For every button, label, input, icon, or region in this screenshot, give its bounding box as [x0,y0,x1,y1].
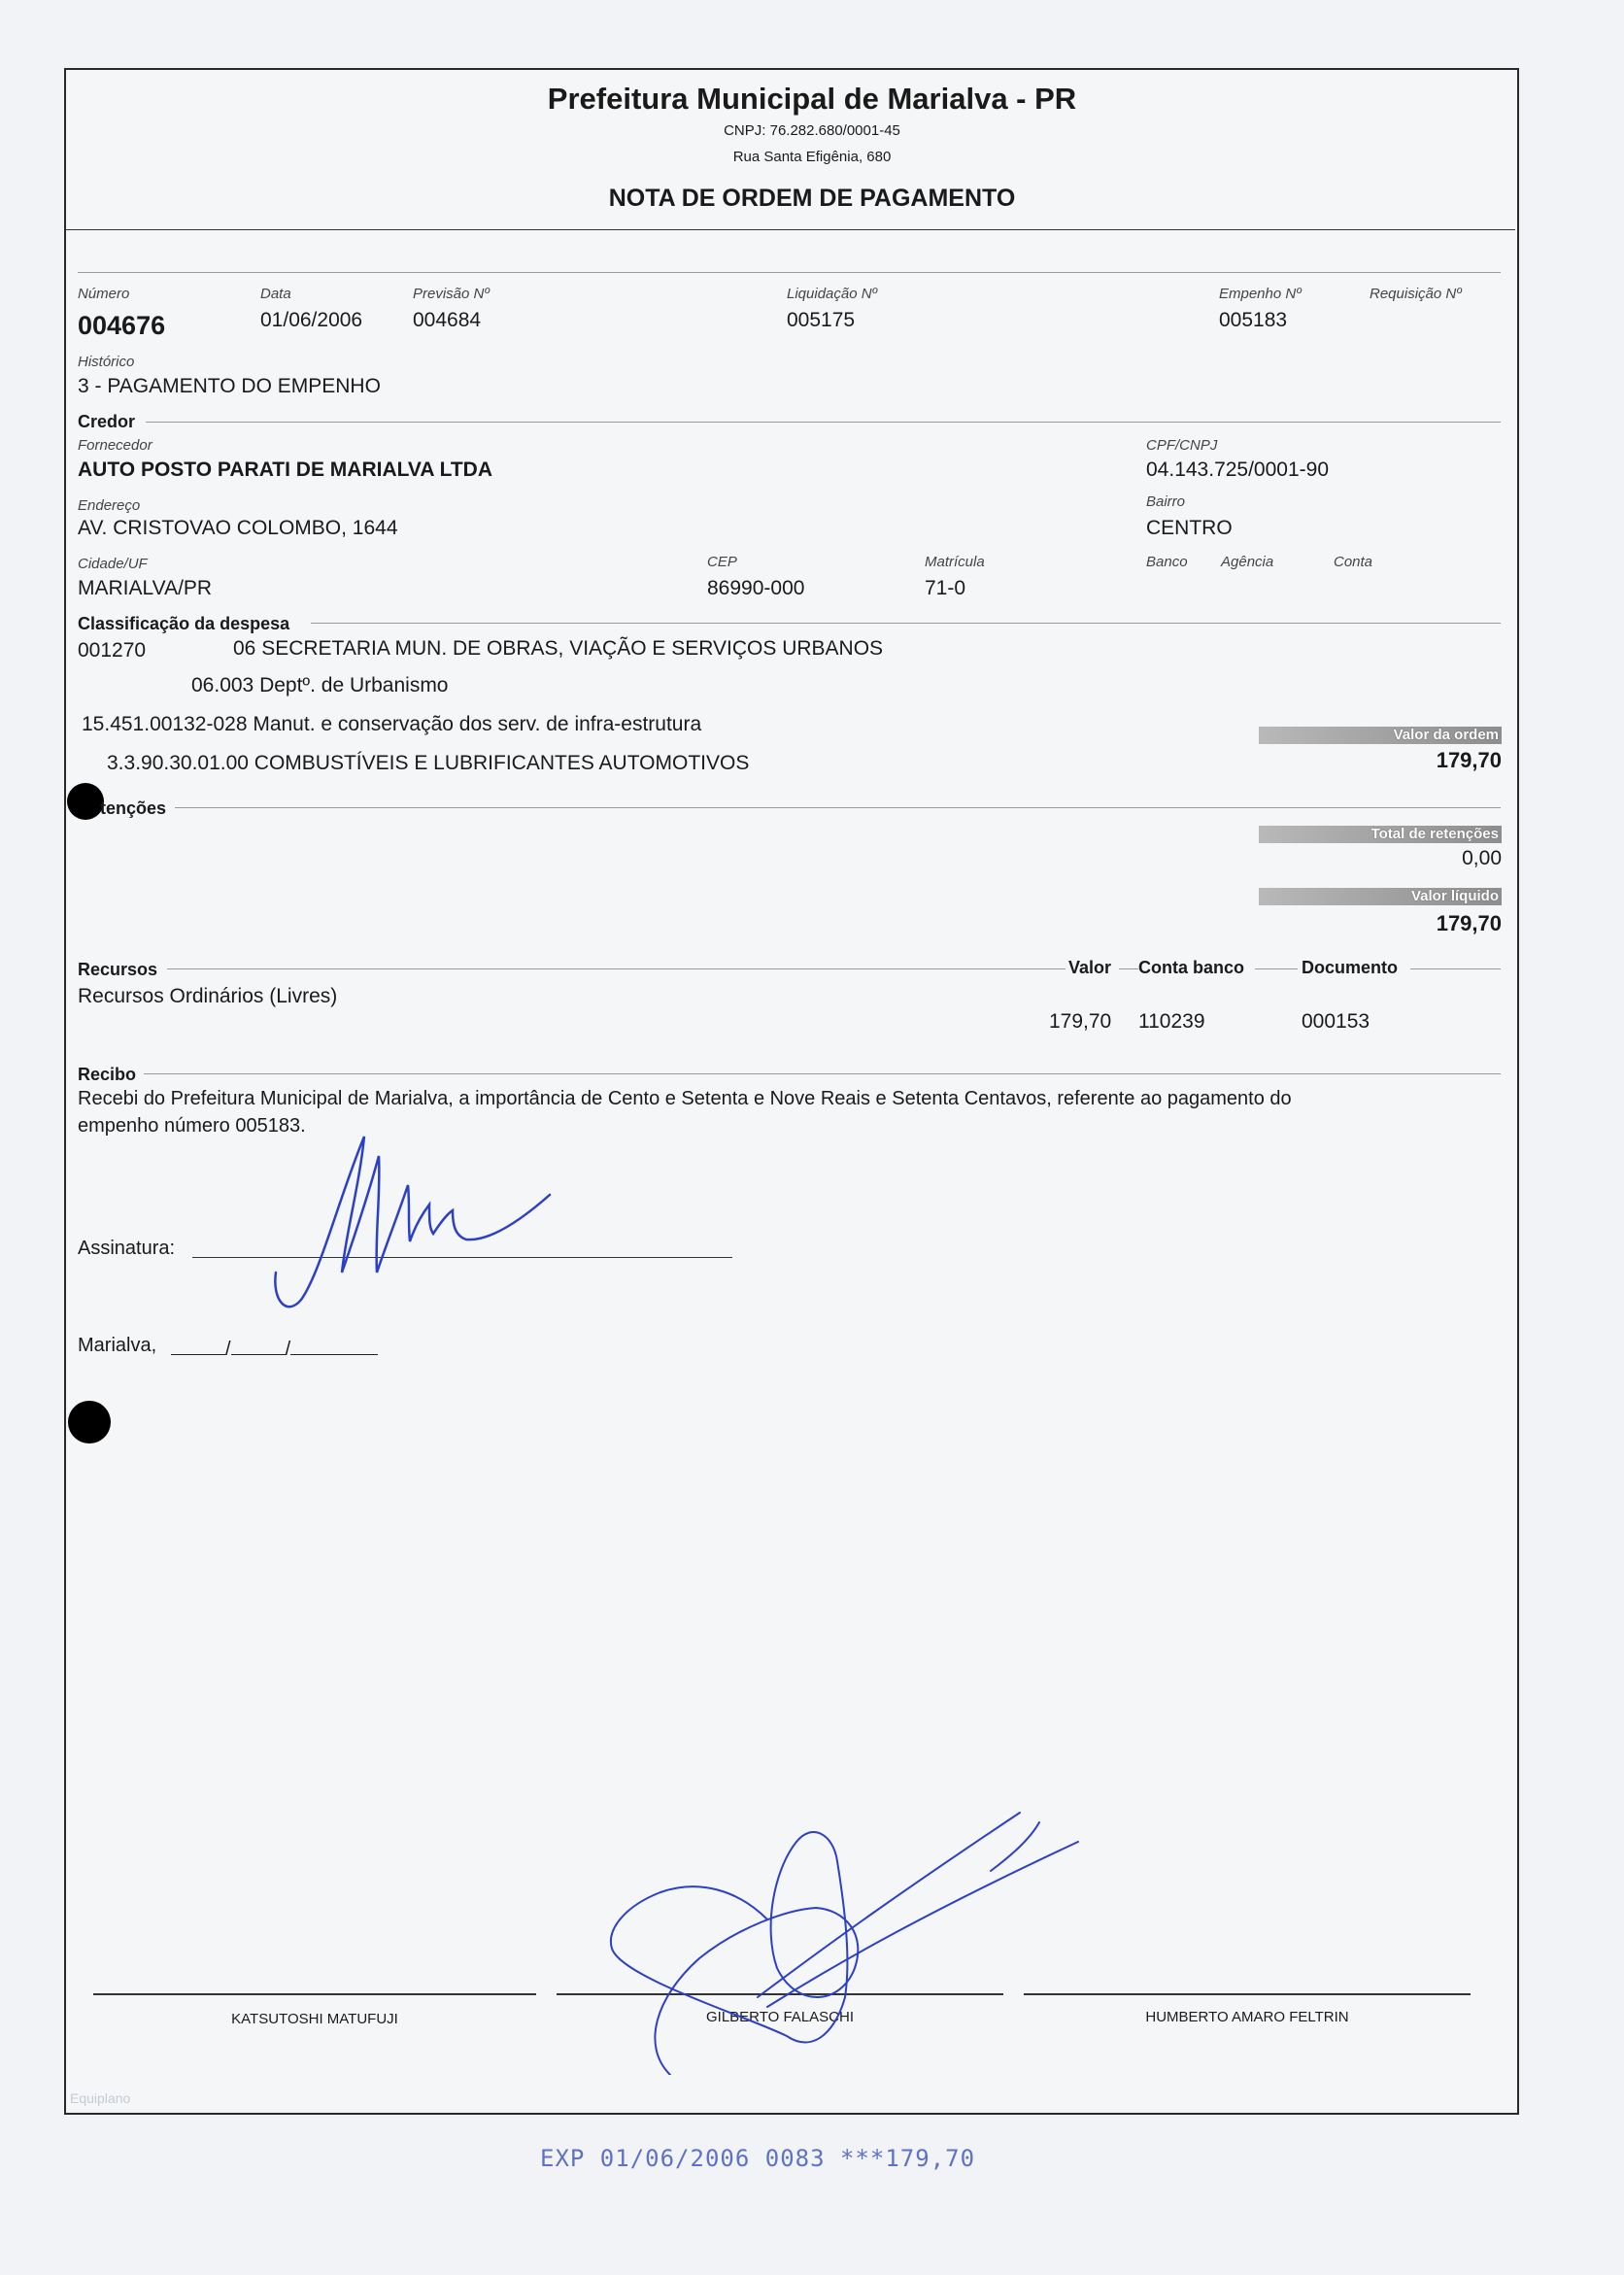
classificacao-section: Classificação da despesa [78,614,290,633]
document-title: NOTA DE ORDEM DE PAGAMENTO [608,185,1016,212]
valor-liquido-label: Valor líquido [1410,888,1499,904]
cep-value: 86990-000 [707,577,805,599]
address-text: Rua Santa Efigênia, 680 [732,149,892,165]
valor-ordem-label: Valor da ordem [1393,727,1499,743]
recursos-rule-2 [1119,968,1138,969]
recibo-text-line1: Recebi do Prefeitura Municipal de Marialva, a importância de Cento e Setenta e Nove Reais e Setenta Centavos, referente ao pagamento do [78,1088,1292,1109]
fornecedor-value: AUTO POSTO PARATI DE MARIALVA LTDA [78,458,492,481]
cep-label: CEP [707,554,737,570]
punch-hole-2 [68,1401,111,1443]
classificacao-code: 001270 [78,639,147,662]
recursos-rule-4 [1410,968,1501,969]
total-retencoes-label: Total de retenções [1370,826,1499,842]
recursos-conta: 110239 [1138,1010,1205,1033]
previsao-label: Previsão Nº [413,286,490,302]
historico-value: 3 - PAGAMENTO DO EMPENHO [78,375,381,397]
header-divider [65,229,1515,230]
total-retencoes-value: 0,00 [1462,847,1502,869]
valor-liquido-bar [1259,888,1502,905]
retencoes-rule [175,807,1501,808]
cnpj-text: CNPJ: 76.282.680/0001-45 [724,122,900,139]
valor-ordem-bar [1259,727,1502,744]
liquidacao-label: Liquidação Nº [787,286,878,302]
elemento-text: 3.3.90.30.01.00 COMBUSTÍVEIS E LUBRIFICANTES AUTOMOTIVOS [107,752,750,774]
date-blanks: / / [171,1333,378,1361]
software-watermark: Equiplano [70,2090,131,2106]
credor-rule [146,422,1501,423]
credor-section: Credor [78,412,136,431]
signatory-line-3 [1024,1993,1471,1995]
total-retencoes-bar [1259,826,1502,843]
retencoes-section: tenções [100,798,167,818]
recursos-rule-3 [1255,968,1298,969]
cidade-value: MARIALVA/PR [78,577,213,599]
top-rule [78,272,1501,273]
funcional-text: 15.451.00132-028 Manut. e conservação dos serv. de infra-estrutura [82,713,702,735]
cidade-label: Cidade/UF [78,556,148,572]
signatory-name-3: HUMBERTO AMARO FELTRIN [1145,2009,1349,2025]
agencia-label: Agência [1221,554,1274,570]
conta-label: Conta [1334,554,1373,570]
matricula-label: Matrícula [925,554,985,570]
data-label: Data [260,286,291,302]
recursos-rule-1 [167,968,1066,969]
recursos-section: Recursos [78,960,158,979]
bank-stamp: EXP 01/06/2006 0083 ***179,70 [540,2145,976,2172]
recibo-rule [144,1073,1501,1074]
requisicao-label: Requisição Nº [1370,286,1462,302]
unidade-text: 06.003 Deptº. de Urbanismo [191,674,449,696]
classificacao-rule [311,623,1501,624]
empenho-label: Empenho Nº [1219,286,1302,302]
page-title: Prefeitura Municipal de Marialva - PR [547,82,1077,116]
assinatura-label: Assinatura: [78,1238,176,1259]
orgao-text: 06 SECRETARIA MUN. DE OBRAS, VIAÇÃO E SERVIÇOS URBANOS [233,637,884,660]
local-data-label: Marialva, [78,1335,157,1356]
recibo-signature-ink [262,1127,592,1321]
endereco-label: Endereço [78,497,141,514]
signatory-name-2: GILBERTO FALASCHI [706,2009,854,2025]
liquidacao-value: 005175 [787,309,856,331]
recursos-descricao: Recursos Ordinários (Livres) [78,985,338,1007]
fornecedor-label: Fornecedor [78,437,152,454]
previsao-value: 004684 [413,309,482,331]
bairro-label: Bairro [1146,493,1186,510]
data-value: 01/06/2006 [260,309,363,331]
recursos-documento-label: Documento [1302,958,1398,977]
recursos-conta-label: Conta banco [1138,958,1245,977]
numero-label: Número [78,286,130,302]
recibo-text-line2: empenho número 005183. [78,1115,306,1137]
punch-hole-1 [67,783,104,820]
signatory-line-1 [93,1993,536,1995]
recursos-valor-label: Valor [1068,958,1112,977]
recibo-section: Recibo [78,1065,137,1084]
bairro-value: CENTRO [1146,517,1233,539]
endereco-value: AV. CRISTOVAO COLOMBO, 1644 [78,517,398,539]
recursos-documento: 000153 [1302,1010,1370,1033]
cpf-value: 04.143.725/0001-90 [1146,458,1330,481]
valor-liquido-value: 179,70 [1436,911,1502,935]
empenho-value: 005183 [1219,309,1288,331]
banco-label: Banco [1146,554,1188,570]
matricula-value: 71-0 [925,577,966,599]
cpf-label: CPF/CNPJ [1146,437,1218,454]
signatory-name-1: KATSUTOSHI MATUFUJI [231,2011,398,2027]
valor-ordem-value: 179,70 [1436,748,1502,772]
numero-value: 004676 [78,311,166,340]
signatory-signature-ink [583,1764,1088,2075]
historico-label: Histórico [78,354,135,370]
recursos-valor: 179,70 [1049,1010,1112,1033]
